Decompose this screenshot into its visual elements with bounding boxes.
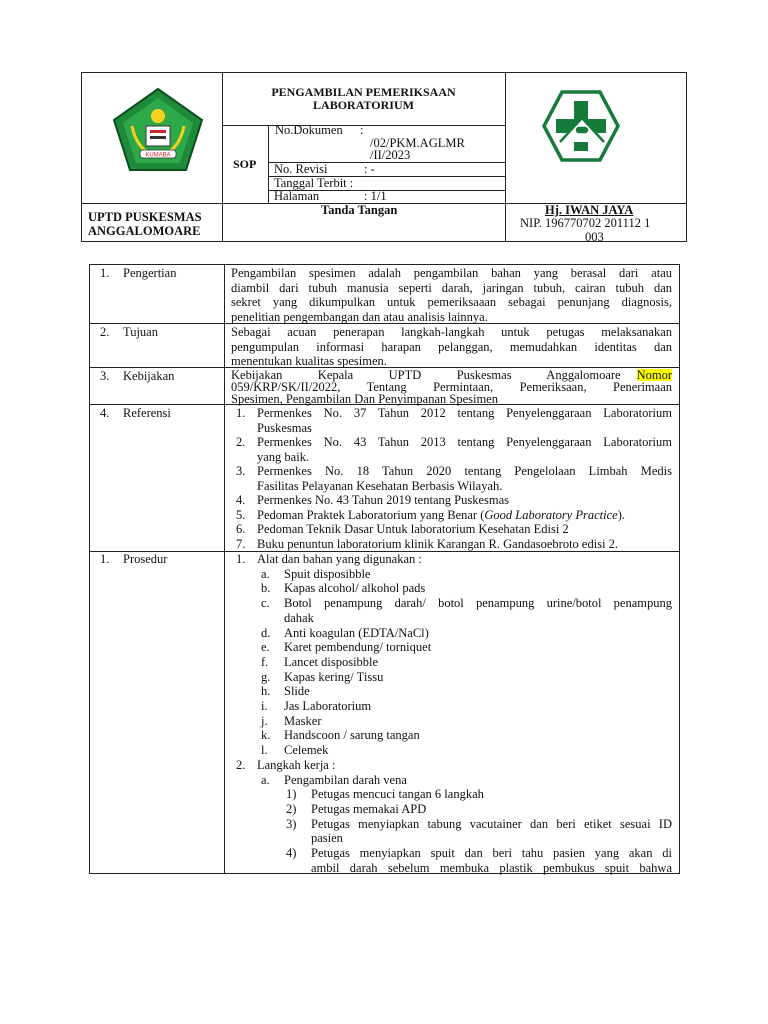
- list-item: g. Kapas kering/ Tissu: [261, 669, 384, 684]
- no-revisi-value: : -: [364, 162, 375, 176]
- no-dokumen-value-1: /02/PKM.AGLMR: [370, 136, 465, 150]
- section-number: 1.: [100, 266, 110, 280]
- section-label-prosedur: Prosedur: [123, 552, 168, 566]
- section-label-tujuan: Tujuan: [123, 325, 158, 339]
- unit-name: UPTD PUSKESMAS ANGGALOMOARE: [88, 210, 202, 238]
- section-label-kebijakan: Kebijakan: [123, 369, 175, 383]
- divider: [268, 125, 269, 203]
- list-item: d. Anti koagulan (EDTA/NaCl): [261, 625, 429, 640]
- section-label-referensi: Referensi: [123, 406, 171, 420]
- section-number: 1.: [100, 552, 110, 566]
- section-number: 4.: [100, 406, 110, 420]
- pengertian-text: Pengambilan spesimen adalah pengambilan bahan yang berasal dari atau diambil dari tubuh manusia seperti darah, jaringan tubuh, cairan tubuh dan sekret yang dikumpulkan untuk pemeriksaaan sebagai penunjang diagnosis, penelitian pengembangan dan atau analisis lainnya.: [231, 266, 672, 324]
- list-item: 1. Permenkes No. 37 Tahun 2012 tentang Penyelenggaraan Laboratorium Puskesmas: [236, 406, 672, 435]
- tanda-tangan-label: Tanda Tangan: [321, 203, 398, 217]
- list-item: 5. Pedoman Praktek Laboratorium yang Benar (Good Laboratory Practice).: [236, 507, 625, 522]
- list-item: b. Kapas alcohol/ alkohol pads: [261, 581, 426, 596]
- referensi-list: [236, 406, 672, 551]
- list-item: c. Botol penampung darah/ botol penampung urine/botol penampung dahak: [261, 596, 672, 625]
- kebijakan-text: Kebijakan Kepala UPTD Puskesmas Anggalomoare Nomor 059/KRP/SK/II/2022, Tentang Permintaan, Pemeriksaan, Penerimaan Spesimen, Pengambilan Dan Penyimpanan Spesimen: [231, 368, 672, 406]
- no-dokumen-label: No.Dokumen: [275, 123, 343, 137]
- list-item: 2) Petugas memakai APD: [286, 801, 427, 816]
- list-item: a. Spuit disposibble: [261, 566, 371, 581]
- halaman-label: Halaman: [274, 189, 320, 203]
- list-item: 1) Petugas mencuci tangan 6 langkah: [286, 787, 484, 802]
- list-item: h. Slide: [261, 684, 310, 699]
- prosedur-content: 1. Alat dan bahan yang digunakan : a. Spuit disposibble b. Kapas alcohol/ alkohol pads c. Botol penampung darah/ botol penampung urine/botol penampung dahak d. Anti koagulan (EDTA/NaCl) e. Karet pembendung/ torniquet f. Lancet disposibble g. Kapas kering/ Tissu h. Slide i. Jas Laboratorium j. Masker k. Handscoon / sarung tangan l. Celemek 2. Langkah kerja : a. Pengambilan darah vena 1) Petugas mencuci tangan 6 langkah 2) Petugas memakai APD 3) Petugas menyiapkan tabung vacutainer dan beri etiket sesuai ID pasien 4) Petugas menyiapkan spuit dan beri tahu pasien yang akan di ambil darah sebelum membuka plastik pembukus spuit bahwa: [236, 552, 672, 875]
- list-item: 2. Permenkes No. 43 Tahun 2013 tentang Penyelenggaraan Laboratorium yang baik.: [236, 435, 672, 464]
- list-item: 3. Permenkes No. 18 Tahun 2020 tentang Pengelolaan Limbah Medis Fasilitas Pelayanan Kesehatan Berbasis Wilayah.: [236, 464, 672, 493]
- section-number: 2.: [100, 325, 110, 339]
- list-item: e. Karet pembendung/ torniquet: [261, 640, 432, 655]
- list-item: 7. Buku penuntun laboratorium klinik Karangan R. Gandasoebroto edisi 2.: [236, 536, 619, 551]
- list-item: l. Celemek: [261, 743, 329, 758]
- signer-name: Hj. IWAN JAYA: [545, 203, 634, 217]
- list-item: k. Handscoon / sarung tangan: [261, 728, 420, 743]
- document-title: PENGAMBILAN PEMERIKSAAN LABORATORIUM: [271, 85, 456, 112]
- divider: [224, 264, 225, 874]
- halaman-value: : 1/1: [364, 189, 387, 203]
- list-item: 4. Permenkes No. 43 Tahun 2019 tentang Puskesmas: [236, 493, 509, 507]
- svg-text:KUMABA: KUMABA: [145, 152, 171, 159]
- no-dokumen-colon: :: [360, 123, 364, 137]
- list-item: i. Jas Laboratorium: [261, 699, 372, 714]
- steps-list: [236, 787, 672, 875]
- puskesmas-cross-icon: [542, 90, 620, 162]
- section-number: 3.: [100, 369, 110, 383]
- divider: [505, 72, 506, 242]
- alat-list: [236, 567, 672, 758]
- tanggal-terbit-label: Tanggal Terbit :: [274, 176, 354, 190]
- list-item: f. Lancet disposibble: [261, 654, 379, 669]
- list-item: 4) Petugas menyiapkan spuit dan beri tahu pasien yang akan di ambil darah sebelum membuka plastik pembukus spuit bahwa: [286, 846, 672, 875]
- divider: [222, 125, 505, 126]
- tujuan-text: Sebagai acuan penerapan langkah-langkah untuk petugas melaksanakan pengumpulan informasi harapan pelanggan, memudahkan identitas dan menentukan kualitas spesimen.: [231, 325, 672, 368]
- list-item: 6. Pedoman Teknik Dasar Untuk laboratorium Kesehatan Edisi 2: [236, 522, 569, 536]
- list-item: 3) Petugas menyiapkan tabung vacutainer dan beri etiket sesuai ID pasien: [286, 816, 672, 846]
- provincial-emblem-icon: [110, 86, 206, 174]
- no-dokumen-value-2: /II/2023: [370, 148, 411, 162]
- sop-label: SOP: [233, 157, 257, 171]
- no-revisi-label: No. Revisi: [274, 162, 328, 176]
- signer-nip: NIP. 196770702 201112 1 003: [520, 216, 651, 244]
- list-item: j. Masker: [261, 713, 322, 728]
- section-label-pengertian: Pengertian: [123, 266, 177, 280]
